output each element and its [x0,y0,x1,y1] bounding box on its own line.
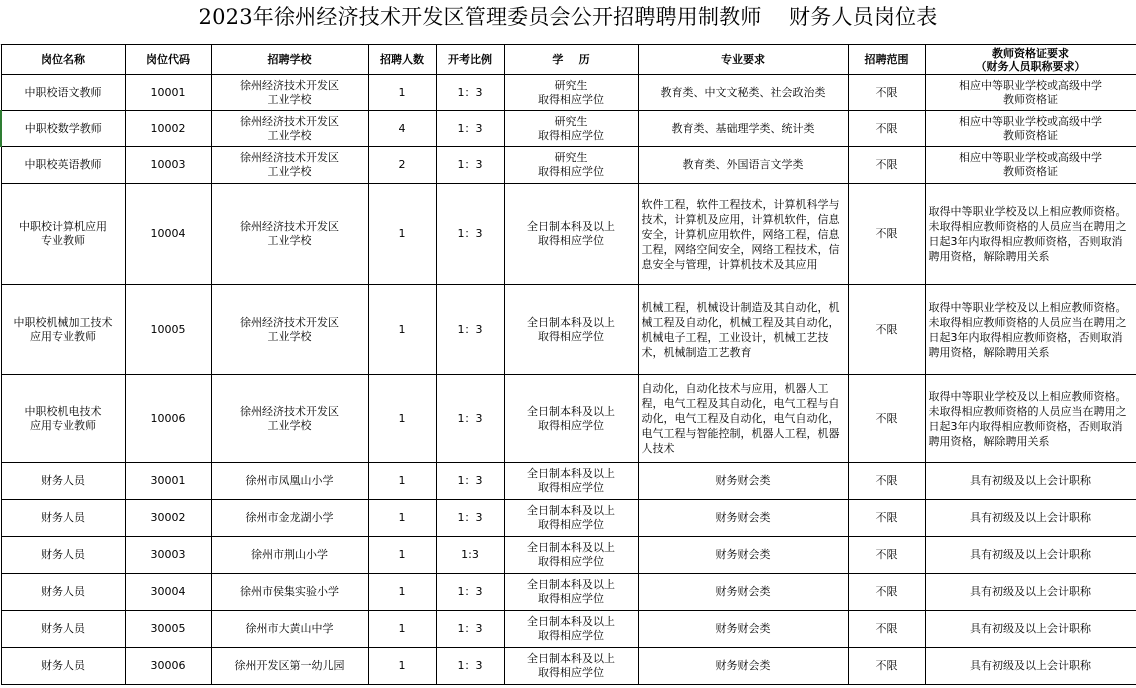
cell-exam-ratio[interactable]: 1：3 [436,75,504,111]
cell-certificate[interactable]: 相应中等职业学校或高级中学 教师资格证 [925,75,1136,111]
table-row [1,463,1136,500]
cell-position-name[interactable]: 中职校语文教师 [1,75,125,111]
cell-headcount[interactable]: 1 [368,75,436,111]
cell-position-code[interactable]: 30002 [125,500,211,537]
cell-certificate[interactable]: 取得中等职业学校及以上相应教师资格。未取得相应教师资格的人员应当在聘用之日起3年内取得相应教师资格，否则取消聘用资格，解除聘用关系 [925,375,1136,463]
cell-position-code[interactable]: 10005 [125,285,211,375]
table-row [1,285,1136,375]
cell-education[interactable]: 全日制本科及以上 取得相应学位 [504,648,638,685]
cell-certificate[interactable]: 取得中等职业学校及以上相应教师资格。未取得相应教师资格的人员应当在聘用之日起3年内取得相应教师资格，否则取消聘用资格，解除聘用关系 [925,184,1136,285]
cell-position-name[interactable]: 财务人员 [1,648,125,685]
cell-headcount[interactable]: 1 [368,375,436,463]
cell-position-code[interactable]: 30005 [125,611,211,648]
table-row [1,75,1136,111]
cell-position-name[interactable]: 中职校机电技术 应用专业教师 [1,375,125,463]
cell-school[interactable]: 徐州市凤凰山小学 [211,463,368,500]
cell-major[interactable]: 机械工程，机械设计制造及其自动化，机械工程及自动化，机械工程及其自动化，机械电子工程，工业设计，机械工艺技术，机械制造工艺教育 [638,285,848,375]
cell-position-name[interactable]: 中职校英语教师 [1,147,125,184]
positions-table [0,44,1136,685]
cell-school[interactable]: 徐州市金龙湖小学 [211,500,368,537]
cell-position-code[interactable]: 30003 [125,537,211,574]
cell-position-code[interactable]: 30001 [125,463,211,500]
cell-exam-ratio[interactable]: 1：3 [436,147,504,184]
cell-exam-ratio[interactable]: 1：3 [436,184,504,285]
table-row [1,537,1136,574]
cell-school[interactable]: 徐州经济技术开发区 工业学校 [211,111,368,147]
cell-major[interactable]: 财务财会类 [638,611,848,648]
cell-position-code[interactable]: 10001 [125,75,211,111]
header-position-name[interactable]: 岗位名称 [1,45,125,75]
cell-scope[interactable]: 不限 [848,75,925,111]
cell-headcount[interactable]: 1 [368,285,436,375]
cell-major[interactable]: 教育类、基础理学类、统计类 [638,111,848,147]
cell-scope[interactable]: 不限 [848,611,925,648]
cell-scope[interactable]: 不限 [848,285,925,375]
header-school[interactable]: 招聘学校 [211,45,368,75]
header-certificate[interactable]: 教师资格证要求 （财务人员职称要求） [925,45,1136,75]
cell-major[interactable]: 教育类、中文文秘类、社会政治类 [638,75,848,111]
table-row [1,184,1136,285]
cell-education[interactable]: 全日制本科及以上 取得相应学位 [504,463,638,500]
cell-position-name[interactable]: 财务人员 [1,537,125,574]
cell-position-code[interactable]: 10002 [125,111,211,147]
cell-certificate[interactable]: 具有初级及以上会计职称 [925,500,1136,537]
cell-headcount[interactable]: 1 [368,500,436,537]
cell-major[interactable]: 财务财会类 [638,500,848,537]
table-header-row [1,45,1136,75]
cell-school[interactable]: 徐州经济技术开发区 工业学校 [211,375,368,463]
cell-certificate[interactable]: 具有初级及以上会计职称 [925,574,1136,611]
cell-major[interactable]: 财务财会类 [638,537,848,574]
cell-certificate[interactable]: 具有初级及以上会计职称 [925,611,1136,648]
cell-exam-ratio[interactable]: 1：3 [436,111,504,147]
cell-certificate[interactable]: 具有初级及以上会计职称 [925,648,1136,685]
cell-exam-ratio[interactable]: 1：3 [436,285,504,375]
cell-exam-ratio[interactable]: 1：3 [436,375,504,463]
cell-major[interactable]: 财务财会类 [638,574,848,611]
cell-exam-ratio[interactable]: 1：3 [436,611,504,648]
table-row [1,500,1136,537]
cell-headcount[interactable]: 4 [368,111,436,147]
header-major[interactable]: 专业要求 [638,45,848,75]
cell-education[interactable]: 研究生 取得相应学位 [504,75,638,111]
cell-scope[interactable]: 不限 [848,375,925,463]
cell-school[interactable]: 徐州市大黄山中学 [211,611,368,648]
cell-education[interactable]: 研究生 取得相应学位 [504,147,638,184]
cell-school[interactable]: 徐州经济技术开发区 工业学校 [211,285,368,375]
cell-major[interactable]: 财务财会类 [638,463,848,500]
cell-position-code[interactable]: 10003 [125,147,211,184]
cell-scope[interactable]: 不限 [848,463,925,500]
header-scope[interactable]: 招聘范围 [848,45,925,75]
table-row [1,111,1136,147]
cell-position-code[interactable]: 30004 [125,574,211,611]
cell-school[interactable]: 徐州开发区第一幼儿园 [211,648,368,685]
cell-scope[interactable]: 不限 [848,111,925,147]
header-exam-ratio[interactable]: 开考比例 [436,45,504,75]
header-position-code[interactable]: 岗位代码 [125,45,211,75]
cell-school[interactable]: 徐州经济技术开发区 工业学校 [211,184,368,285]
cell-education[interactable]: 全日制本科及以上 取得相应学位 [504,285,638,375]
cell-scope[interactable]: 不限 [848,537,925,574]
cell-scope[interactable]: 不限 [848,184,925,285]
cell-exam-ratio[interactable]: 1：3 [436,648,504,685]
cell-major[interactable]: 自动化，自动化技术与应用，机器人工程，电气工程及其自动化，电气工程与自动化，电气工程及自动化，电气自动化，电气工程与智能控制，机器人工程，机器人技术 [638,375,848,463]
cell-major[interactable]: 财务财会类 [638,648,848,685]
cell-certificate[interactable]: 具有初级及以上会计职称 [925,537,1136,574]
cell-major[interactable]: 软件工程，软件工程技术，计算机科学与技术，计算机及应用，计算机软件，信息安全，计算机应用软件，网络工程，信息工程，网络空间安全，网络工程技术，信息安全与管理，计算机技术及其应用 [638,184,848,285]
cell-education[interactable]: 研究生 取得相应学位 [504,111,638,147]
cell-headcount[interactable]: 2 [368,147,436,184]
cell-education[interactable]: 全日制本科及以上 取得相应学位 [504,537,638,574]
cell-school[interactable]: 徐州经济技术开发区 工业学校 [211,75,368,111]
cell-headcount[interactable]: 1 [368,611,436,648]
cell-certificate[interactable]: 相应中等职业学校或高级中学 教师资格证 [925,147,1136,184]
cell-position-code[interactable]: 30006 [125,648,211,685]
cell-headcount[interactable]: 1 [368,463,436,500]
cell-scope[interactable]: 不限 [848,147,925,184]
cell-major[interactable]: 教育类、外国语言文学类 [638,147,848,184]
cell-certificate[interactable]: 取得中等职业学校及以上相应教师资格。未取得相应教师资格的人员应当在聘用之日起3年内取得相应教师资格，否则取消聘用资格，解除聘用关系 [925,285,1136,375]
table-row [1,574,1136,611]
cell-scope[interactable]: 不限 [848,648,925,685]
cell-school[interactable]: 徐州经济技术开发区 工业学校 [211,147,368,184]
cell-headcount[interactable]: 1 [368,537,436,574]
cell-position-name[interactable]: 中职校机械加工技术 应用专业教师 [1,285,125,375]
cell-headcount[interactable]: 1 [368,648,436,685]
cell-headcount[interactable]: 1 [368,184,436,285]
cell-position-code[interactable]: 10004 [125,184,211,285]
cell-scope[interactable]: 不限 [848,574,925,611]
cell-position-name[interactable]: 财务人员 [1,574,125,611]
table-row [1,611,1136,648]
header-education[interactable]: 学 历 [504,45,638,75]
cell-school[interactable]: 徐州市荆山小学 [211,537,368,574]
cell-exam-ratio[interactable]: 1:3 [436,537,504,574]
cell-exam-ratio[interactable]: 1：3 [436,463,504,500]
cell-certificate[interactable]: 相应中等职业学校或高级中学 教师资格证 [925,111,1136,147]
sheet-title: 2023年徐州经济技术开发区管理委员会公开招聘聘用制教师 财务人员岗位表 [198,5,938,29]
header-headcount[interactable]: 招聘人数 [368,45,436,75]
cell-headcount[interactable]: 1 [368,574,436,611]
cell-position-name[interactable]: 中职校数学教师 [1,111,125,147]
cell-education[interactable]: 全日制本科及以上 取得相应学位 [504,375,638,463]
table-row [1,147,1136,184]
cell-exam-ratio[interactable]: 1：3 [436,574,504,611]
cell-position-name[interactable]: 中职校计算机应用 专业教师 [1,184,125,285]
cell-position-name[interactable]: 财务人员 [1,463,125,500]
cell-education[interactable]: 全日制本科及以上 取得相应学位 [504,500,638,537]
cell-education[interactable]: 全日制本科及以上 取得相应学位 [504,611,638,648]
cell-position-name[interactable]: 财务人员 [1,611,125,648]
cell-school[interactable]: 徐州市侯集实验小学 [211,574,368,611]
cell-certificate[interactable]: 具有初级及以上会计职称 [925,463,1136,500]
cell-education[interactable]: 全日制本科及以上 取得相应学位 [504,184,638,285]
cell-scope[interactable]: 不限 [848,500,925,537]
cell-exam-ratio[interactable]: 1：3 [436,500,504,537]
table-row [1,375,1136,463]
cell-education[interactable]: 全日制本科及以上 取得相应学位 [504,574,638,611]
table-row [1,648,1136,685]
cell-position-name[interactable]: 财务人员 [1,500,125,537]
cell-position-code[interactable]: 10006 [125,375,211,463]
